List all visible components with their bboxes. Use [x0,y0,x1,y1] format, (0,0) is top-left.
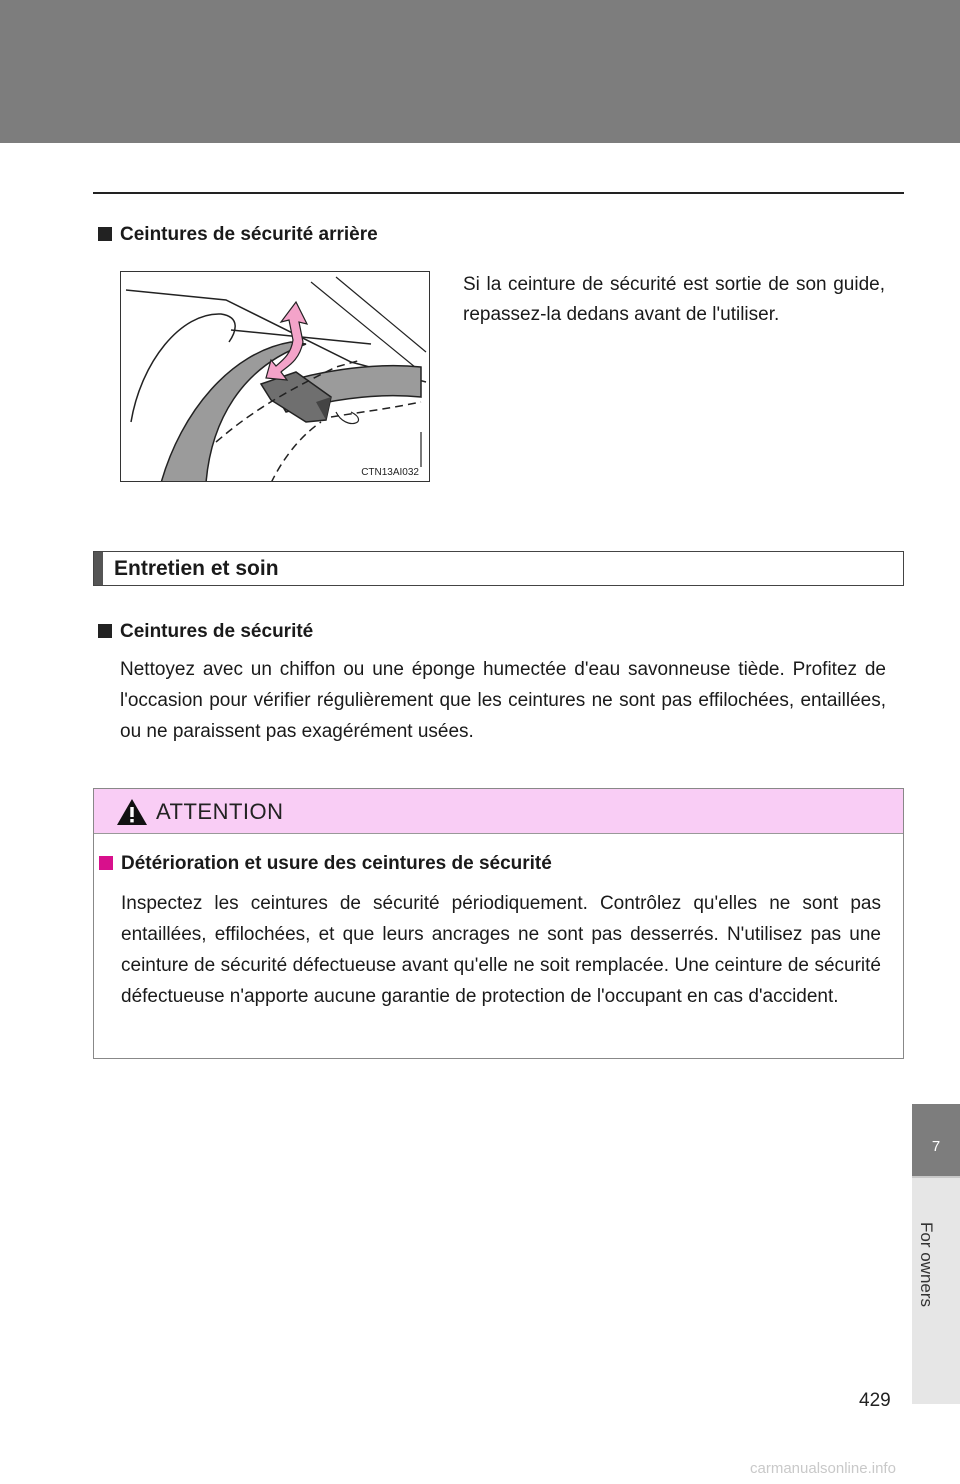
page-number: 429 [859,1390,891,1411]
chapter-label: For owners [917,1222,936,1308]
figure-code: CTN13AI032 [361,467,419,478]
square-bullet-icon [98,624,112,638]
caution-header [94,789,903,834]
rear-belts-heading: Ceintures de sécurité arrière [98,224,378,246]
section-header [93,551,904,586]
seatbelt-guide-illustration [120,271,430,482]
warning-triangle-icon [116,798,148,826]
header-band [0,0,960,143]
belts-cleaning-text: Nettoyez avec un chiffon ou une éponge humectée d'eau savonneuse tiède. Profitez de l'occasion pour vérifier régulièrement que les ceintures ne sont pas effilochées, entaillées, ou ne paraissent pas exagérément usées. [120,659,886,742]
section-title: Entretien et soin [114,557,279,580]
belts-heading: Ceintures de sécurité [98,621,313,643]
header-rule [93,192,904,194]
rear-belts-instruction: Si la ceinture de sécurité est sortie de son guide, repassez-la dedans avant de l'utiliser. [463,274,885,325]
chapter-number: 7 [931,1138,941,1155]
caution-label: ATTENTION [156,799,284,824]
seatbelt-guide-drawing [121,272,430,482]
watermark: carmanualsonline.info [750,1460,896,1477]
square-bullet-icon [99,856,113,870]
section-header-bar [94,552,103,585]
caution-text: Inspectez les ceintures de sécurité périodiquement. Contrôlez qu'elles ne sont pas entaillées, effilochées, et que leurs ancrages ne sont pas desserrés. N'utilisez pas une ceinture de sécurité défectueuse avant qu'elle ne soit remplacée. Une ceinture de sécurité défectueuse n'apporte aucune garantie de protection de l'occupant en cas d'accident. [121,893,881,1007]
square-bullet-icon [98,227,112,241]
caution-box [93,788,904,1059]
caution-heading: Détérioration et usure des ceintures de sécurité [99,853,552,875]
